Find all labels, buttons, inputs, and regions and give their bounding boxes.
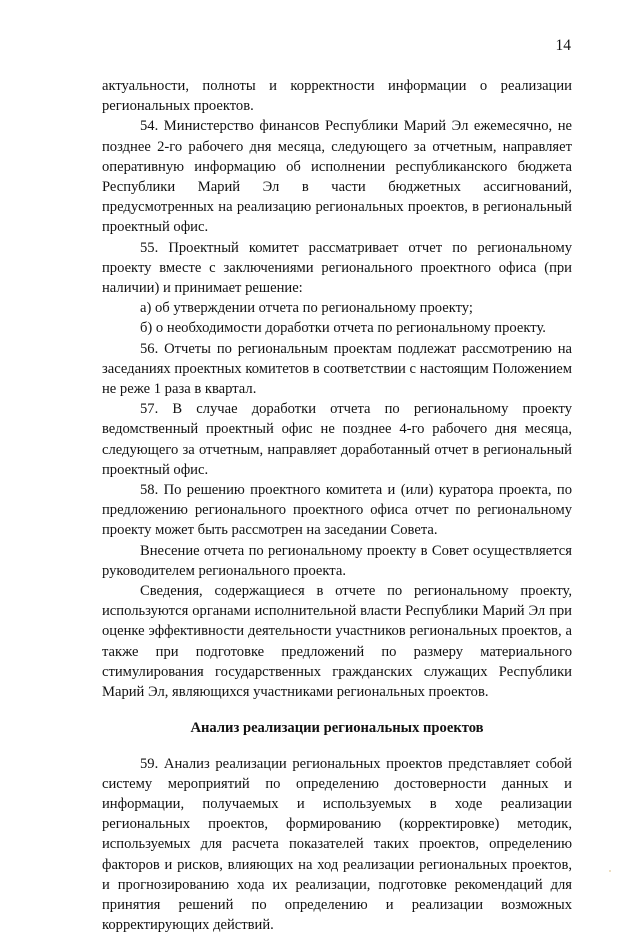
page-number: 14 [556,36,572,56]
paragraph-usage: Сведения, содержащиеся в отчете по региональному проекту, используются органами исполнительной власти Республики Марий Эл при оценке эффективности деятельности участников региональных проектов, а также при подготовке предложений по размеру материального стимулирования государственных гражданских служащих Республики Марий Эл, являющихся участниками региональных проектов. [102,581,572,702]
scan-speck [609,870,611,872]
paragraph-submission: Внесение отчета по региональному проекту в Совет осуществляется руководителем регионального проекта. [102,541,572,581]
section-heading: Анализ реализации региональных проектов [102,718,572,738]
paragraph-continuation: актуальности, полноты и корректности информации о реализации региональных проектов. [102,76,572,116]
paragraph-58: 58. По решению проектного комитета и (или) куратора проекта, по предложению регионального проектного офиса отчет по региональному проекту может быть рассмотрен на заседании Совета. [102,480,572,541]
paragraph-55-item-b: б) о необходимости доработки отчета по региональному проекту. [102,318,572,338]
paragraph-59: 59. Анализ реализации региональных проектов представляет собой систему мероприятий по определению достоверности данных и информации, получаемых и используемых в ходе реализации региональных проектов, формированию (корректировке) методик, используемых для расчета показателей таких проектов, определению факторов и рисков, влияющих на ход реализации региональных проектов, и прогнозированию хода их реализации, подготовке рекомендаций для принятия решений по определению и реализации возможных корректирующих действий. [102,754,572,935]
document-body [102,76,572,935]
paragraph-57: 57. В случае доработки отчета по региональному проекту ведомственный проектный офис не позднее 4-го рабочего дня месяца, следующего за отчетным, направляет доработанный отчет в региональный проектный офис. [102,399,572,480]
paragraph-55: 55. Проектный комитет рассматривает отчет по региональному проекту вместе с заключениями регионального проектного офиса (при наличии) и принимает решение: [102,238,572,299]
paragraph-56: 56. Отчеты по региональным проектам подлежат рассмотрению на заседаниях проектных комитетов в соответствии с настоящим Положением не реже 1 раза в квартал. [102,339,572,400]
paragraph-55-item-a: а) об утверждении отчета по региональному проекту; [102,298,572,318]
paragraph-54: 54. Министерство финансов Республики Марий Эл ежемесячно, не позднее 2-го рабочего дня месяца, следующего за отчетным, направляет оперативную информацию об исполнении республиканского бюджета Республики Марий Эл в части бюджетных ассигнований, предусмотренных на реализацию региональных проектов, в региональный проектный офис. [102,116,572,237]
